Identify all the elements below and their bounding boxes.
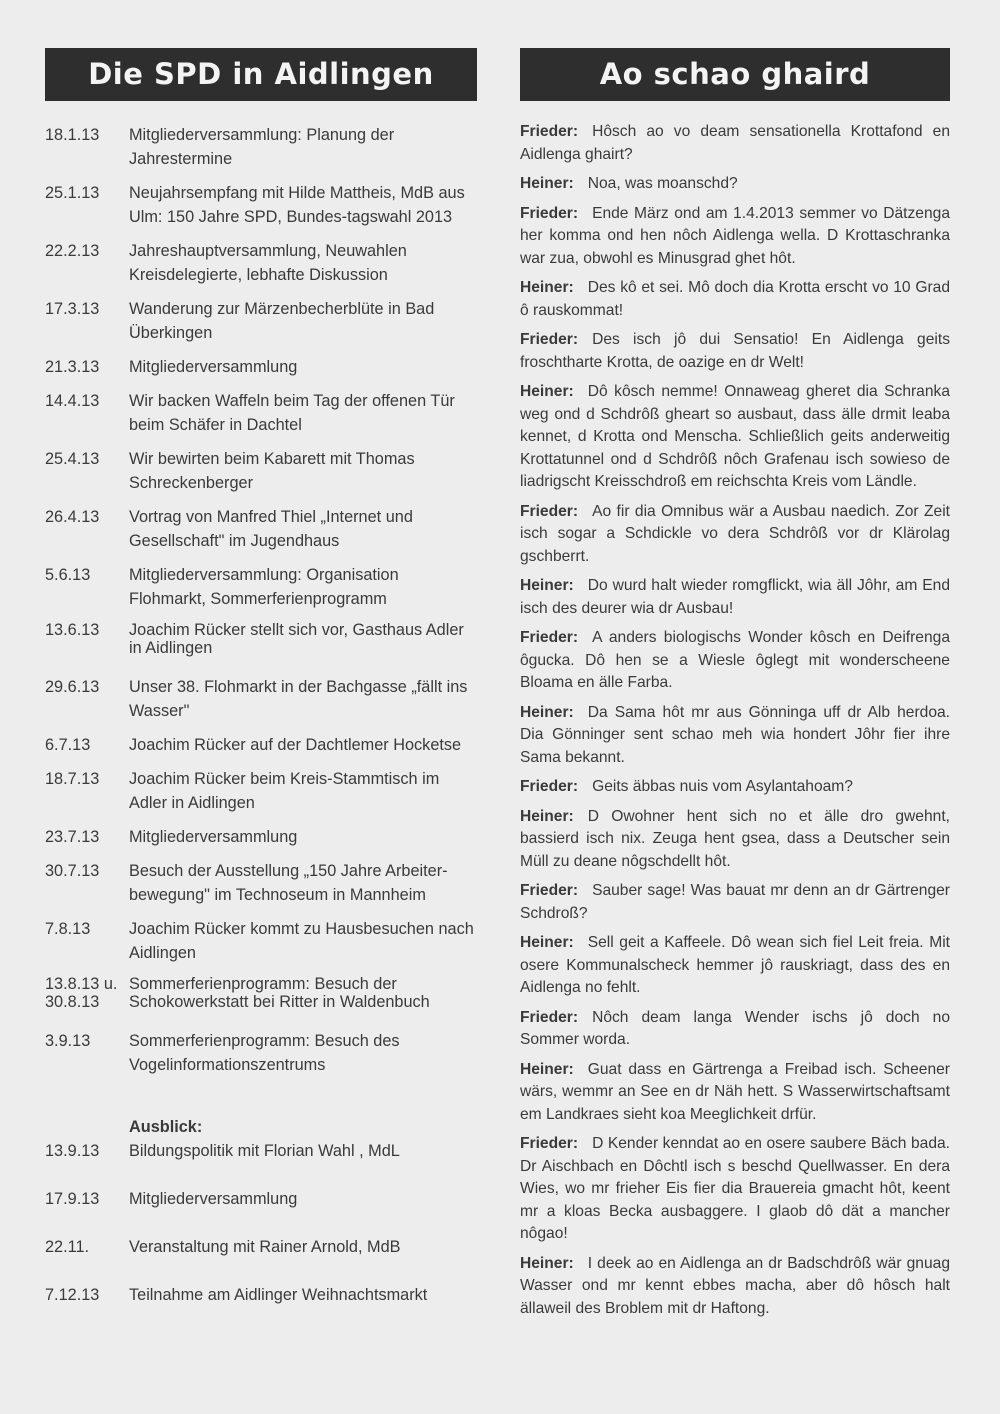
speaker: Heiner: (520, 383, 574, 400)
event-text: Mitgliederversammlung: Planung der Jahrestermine (129, 126, 395, 168)
dialog-line (520, 1253, 950, 1321)
event-date: 13.8.13 u. 30.8.13 (45, 975, 118, 1011)
event-text: Joachim Rücker stellt sich vor, Gasthaus Adler in Aidlingen (129, 621, 464, 657)
outlook-list (45, 1139, 477, 1307)
dialog-text: Dô kôsch nemme! Onnaweag gheret dia Schranka weg ond d Schdrôß gheart so ausbaut, dass älle drmit leaba kennet, d Krotta ond Menscha. Schließlich geits anderweitig Krottatunnel ond d Schdrôß nôch Grafenau isch sowieso de liadrigscht Kreisschdroß em reichschta Kreis vom Ländle. (520, 383, 950, 490)
dialog-text: Geits äbbas nuis vom Asylantahoam? (592, 778, 853, 795)
speaker: Heiner: (520, 703, 574, 721)
dialog-text: Do wurd halt wieder romgflickt, wia äll Jôhr, am End isch des deurer wia dr Ausbau! (520, 577, 950, 617)
event-date: 25.1.13 (45, 184, 100, 202)
event-date: 23.7.13 (45, 828, 100, 846)
dialog-line (520, 1059, 950, 1127)
outlook-text: Bildungspolitik mit Florian Wahl , MdL (129, 1142, 400, 1160)
dialog-line (520, 121, 950, 166)
speaker: Frieder: (520, 123, 579, 140)
event-text: Besuch der Ausstellung „150 Jahre Arbeiter-bewegung" im Technoseum in Mannheim (129, 862, 448, 904)
dialog-line (520, 702, 950, 770)
dialog-text: A anders biologischs Wonder kôsch en Deifrenga ôgucka. Dô hen se a Wiesle ôglegt mit wonderscheene Bloama en älle Farba. (520, 629, 950, 691)
dialog-text: Ende März ond am 1.4.2013 semmer vo Dätzenga her komma ond hen nôch Aidlenga wella. D Krottaschranka war zua, obwohl es Minusgrad ghet hôt. (520, 204, 950, 267)
event-text: Neujahrsempfang mit Hilde Mattheis, MdB aus Ulm: 150 Jahre SPD, Bundes-tagswahl 2013 (129, 184, 465, 226)
dialog-text: D Owohner hent sich no et älle dro gwehnt, bassierd isch nix. Zeuga hent gsea, dass a Deutscher sein Müll zu deane nôgschdellt hôt. (520, 807, 950, 870)
outlook-row (45, 1187, 477, 1211)
event-row (45, 621, 477, 657)
event-text: Wir backen Waffeln beim Tag der offenen Tür beim Schäfer in Dachtel (129, 392, 455, 434)
dialog-text: Des isch jô dui Sensatio! En Aidlenga geits froschtharte Krotta, de oazige en dr Welt! (520, 331, 950, 371)
speaker: Frieder: (520, 778, 579, 795)
outlook-date: 13.9.13 (45, 1142, 100, 1160)
dialog-text: Des kô et sei. Mô doch dia Krotta erscht vo 10 Grad ô rauskommat! (520, 279, 950, 319)
speaker: Frieder: (520, 1135, 579, 1152)
dialog-text: Da Sama hôt mr aus Gönninga uff dr Alb herdoa. Dia Gönninger sent schao meh wia hondert Jôhr fier ihre Sama bekannt. (520, 703, 950, 766)
outlook-date: 7.12.13 (45, 1286, 100, 1304)
event-row (45, 563, 477, 611)
event-text: Unser 38. Flohmarkt in der Bachgasse „fällt ins Wasser" (129, 678, 468, 720)
event-date: 26.4.13 (45, 508, 100, 526)
right-title: Ao schao ghaird (520, 48, 950, 101)
event-date: 17.3.13 (45, 300, 100, 318)
event-date: 30.7.13 (45, 862, 100, 880)
dialog-text: Guat dass en Gärtrenga a Freibad isch. Scheener wärs, wemmr an See en dr Näh hett. S Wasserwirtschaftsamt em Landkraes sieht koa Meeglichkeit drfür. (520, 1060, 950, 1123)
speaker: Frieder: (520, 629, 579, 646)
speaker: Frieder: (520, 331, 579, 348)
dialog-text: Hôsch ao vo deam sensationella Krottafond en Aidlenga ghairt? (520, 123, 950, 163)
speaker: Frieder: (520, 502, 579, 520)
speaker: Frieder: (520, 882, 579, 899)
event-row (45, 239, 477, 287)
speaker: Frieder: (520, 1008, 579, 1026)
left-title: Die SPD in Aidlingen (45, 48, 477, 101)
dialog-text: Nôch deam langa Wender ischs jô doch no Sommer worda. (520, 1008, 950, 1048)
event-date: 18.7.13 (45, 770, 100, 788)
event-date: 18.1.13 (45, 126, 100, 144)
event-row (45, 389, 477, 437)
event-row (45, 447, 477, 495)
event-row (45, 825, 477, 849)
event-date: 22.2.13 (45, 242, 100, 260)
event-text: Joachim Rücker beim Kreis-Stammtisch im Adler in Aidlingen (129, 770, 440, 812)
outlook-text: Mitgliederversammlung (129, 1190, 298, 1208)
event-row (45, 917, 477, 965)
speaker: Heiner: (520, 807, 574, 825)
dialog-line (520, 1007, 950, 1052)
event-date: 6.7.13 (45, 736, 91, 754)
outlook-row (45, 1235, 477, 1259)
event-row (45, 1029, 477, 1077)
dialog-line (520, 329, 950, 374)
event-row (45, 675, 477, 723)
dialog-line (520, 932, 950, 1000)
dialog-text: Noa, was moanschd? (587, 175, 738, 192)
speaker: Heiner: (520, 577, 574, 594)
dialog-line (520, 575, 950, 620)
speaker: Heiner: (520, 279, 574, 296)
event-text: Jahreshauptversammlung, Neuwahlen Kreisdelegierte, lebhafte Diskussion (129, 242, 407, 284)
event-text: Mitgliederversammlung (129, 828, 298, 846)
event-date: 25.4.13 (45, 450, 100, 468)
dialog-line (520, 381, 950, 494)
event-date: 13.6.13 (45, 621, 100, 639)
outlook-text: Teilnahme am Aidlinger Weihnachtsmarkt (129, 1286, 428, 1304)
dialog-line (520, 880, 950, 925)
dialog (520, 121, 950, 1320)
right-column (520, 48, 950, 1327)
dialog-line (520, 203, 950, 271)
event-date: 7.8.13 (45, 920, 91, 938)
event-row (45, 767, 477, 815)
event-text: Joachim Rücker auf der Dachtlemer Hocketse (129, 736, 462, 754)
dialog-text: Ao fir dia Omnibus wär a Ausbau naedich. Zor Zeit isch sogar a Schdickle vo dera Schdrôß vor dr Klärolag gschberrt. (520, 502, 950, 565)
dialog-text: D Kender kenndat ao en osere saubere Bäch bada. Dr Aischbach en Dôchtl isch s beschd Quellwasser. En dera Wies, wo mr frieher Eis fier dia Brauereia gmacht hôt, keent mr a kloas Becka ausbaggere. I glaob dô dät a mancher nôgao! (520, 1135, 950, 1242)
event-row (45, 733, 477, 757)
event-row (45, 181, 477, 229)
event-list (45, 123, 477, 1077)
outlook-text: Veranstaltung mit Rainer Arnold, MdB (129, 1238, 401, 1256)
dialog-text: Sell geit a Kaffeele. Dô wean sich fiel Leit freia. Mit osere Kommunalscheck hemmer jô rauskriagt, dass des en Aidlenga no fehlt. (520, 934, 950, 996)
event-date: 5.6.13 (45, 566, 91, 584)
event-date: 14.4.13 (45, 392, 100, 410)
speaker: Heiner: (520, 1060, 574, 1078)
left-column (45, 48, 477, 1331)
event-text: Vortrag von Manfred Thiel „Internet und Gesellschaft" im Jugendhaus (129, 508, 413, 550)
dialog-line (520, 501, 950, 569)
dialog-line (520, 173, 950, 196)
dialog-line (520, 1133, 950, 1246)
event-text: Mitgliederversammlung (129, 358, 298, 376)
event-text: Wanderung zur Märzenbecherblüte in Bad Überkingen (129, 300, 435, 342)
outlook-heading: Ausblick: (129, 1118, 203, 1136)
dialog-text: Sauber sage! Was bauat mr denn an dr Gärtrenger Schdroß? (520, 882, 950, 922)
outlook-date: 22.11. (45, 1238, 90, 1256)
event-text: Wir bewirten beim Kabarett mit Thomas Schreckenberger (129, 450, 415, 492)
event-row (45, 505, 477, 553)
event-date: 21.3.13 (45, 358, 100, 376)
event-text: Mitgliederversammlung: Organisation Flohmarkt, Sommerferienprogramm (129, 566, 399, 608)
dialog-line (520, 806, 950, 874)
event-text: Sommerferienprogramm: Besuch der Schokowerkstatt bei Ritter in Waldenbuch (129, 975, 430, 1011)
event-row (45, 975, 477, 1011)
event-row (45, 297, 477, 345)
outlook-row (45, 1139, 477, 1163)
speaker: Frieder: (520, 204, 579, 222)
event-text: Sommerferienprogramm: Besuch des Vogelinformationszentrums (129, 1032, 400, 1074)
dialog-line (520, 627, 950, 695)
event-row (45, 123, 477, 171)
dialog-line (520, 277, 950, 322)
event-row (45, 355, 477, 379)
outlook-row (45, 1283, 477, 1307)
speaker: Heiner: (520, 934, 574, 951)
outlook-date: 17.9.13 (45, 1190, 100, 1208)
event-row (45, 859, 477, 907)
speaker: Heiner: (520, 175, 574, 192)
event-text: Joachim Rücker kommt zu Hausbesuchen nach Aidlingen (129, 920, 474, 962)
event-date: 29.6.13 (45, 678, 100, 696)
dialog-line (520, 776, 950, 799)
dialog-text: I deek ao en Aidlenga an dr Badschdrôß wär gnuag Wasser ond mr kennt ebbes macha, aber dô hôsch halt ällaweil des Broblem mit dr Haftong. (520, 1254, 950, 1317)
event-date: 3.9.13 (45, 1032, 91, 1050)
speaker: Heiner: (520, 1254, 574, 1272)
